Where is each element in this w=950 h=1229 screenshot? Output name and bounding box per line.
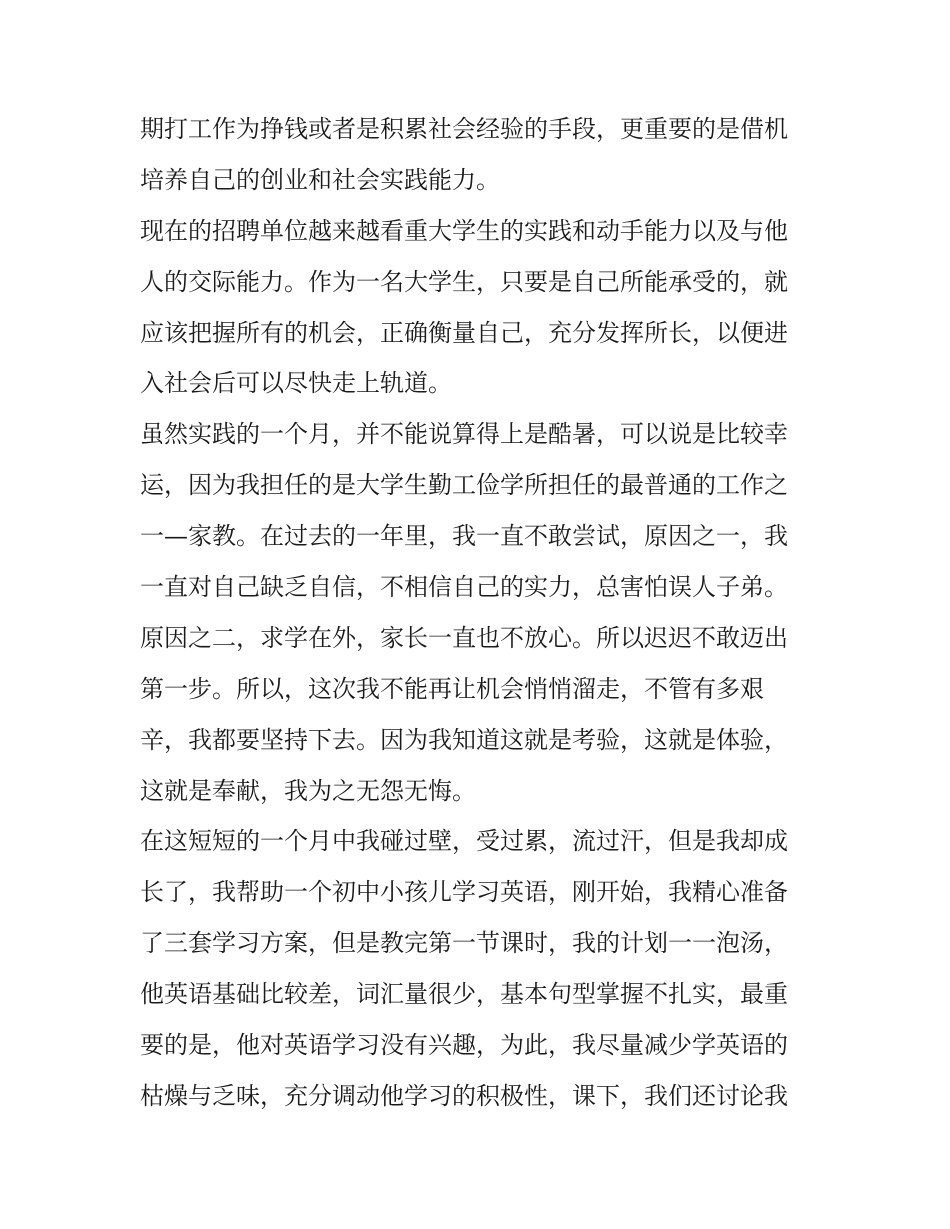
text-line: 现在的招聘单位越来越看重大学生的实践和动手能力以及与他	[140, 216, 788, 245]
text-line: 他英语基础比较差，词汇量很少，基本句型掌握不扎实，最重	[140, 980, 788, 1009]
document-body	[140, 104, 820, 1122]
text-line: 应该把握所有的机会，正确衡量自己，充分发挥所长，以便进	[140, 318, 788, 347]
text-line: 要的是，他对英语学习没有兴趣，为此，我尽量减少学英语的	[140, 1031, 788, 1060]
text-line: 运，因为我担任的是大学生勤工俭学所担任的最普通的工作之	[140, 471, 788, 500]
text-line: 培养自己的创业和社会实践能力。	[140, 165, 500, 194]
text-line: 这就是奉献，我为之无怨无悔。	[140, 776, 476, 805]
text-line: 辛，我都要坚持下去。因为我知道这就是考验，这就是体验，	[140, 725, 788, 754]
text-line: 了三套学习方案，但是教完第一节课时，我的计划一一泡汤，	[140, 929, 788, 958]
text-line: 在这短短的一个月中我碰过壁，受过累，流过汗，但是我却成	[140, 827, 788, 856]
text-line: 枯燥与乏味，充分调动他学习的积极性，课下，我们还讨论我	[140, 1081, 788, 1110]
text-line: 虽然实践的一个月，并不能说算得上是酷暑，可以说是比较幸	[140, 420, 788, 449]
text-line: 入社会后可以尽快走上轨道。	[140, 369, 452, 398]
text-line: 一直对自己缺乏自信，不相信自己的实力，总害怕误人子弟。	[140, 573, 788, 602]
text-line: 期打工作为挣钱或者是积累社会经验的手段，更重要的是借机	[140, 115, 788, 143]
text-line: 人的交际能力。作为一名大学生，只要是自己所能承受的，就	[140, 267, 788, 296]
text-line: 长了，我帮助一个初中小孩儿学习英语，刚开始，我精心准备	[140, 878, 788, 907]
text-line: 一—家教。在过去的一年里，我一直不敢尝试，原因之一，我	[140, 522, 788, 551]
text-line: 第一步。所以，这次我不能再让机会悄悄溜走，不管有多艰	[140, 674, 764, 703]
text-line: 原因之二，求学在外，家长一直也不放心。所以迟迟不敢迈出	[140, 623, 788, 652]
